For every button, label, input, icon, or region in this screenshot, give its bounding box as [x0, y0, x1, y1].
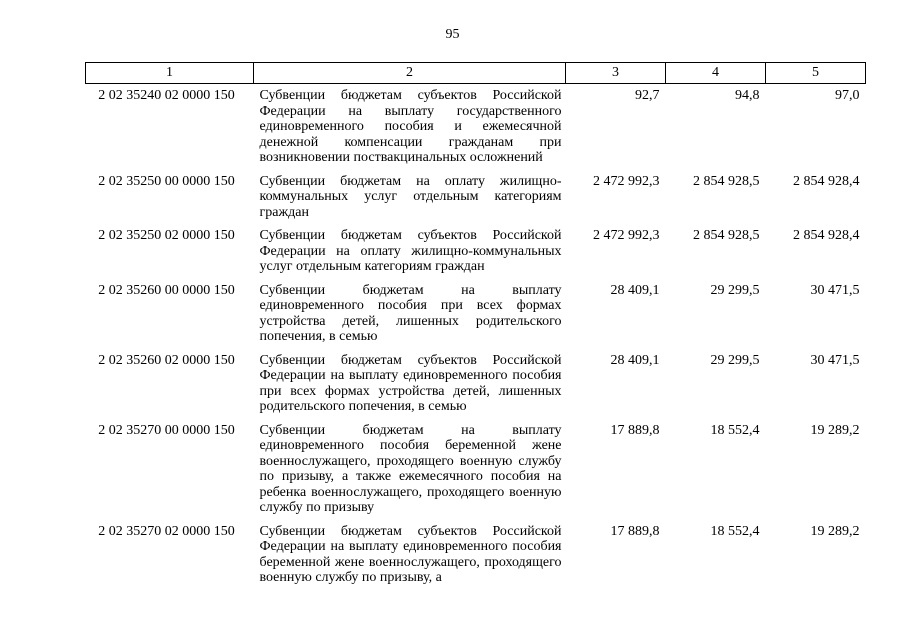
item-name-cell: Субвенции бюджетам на оплату жилищно-коммунальных услуг отдельным категориям граждан	[259, 173, 562, 220]
value-col5-cell: 97,0	[835, 88, 860, 103]
item-name-cell: Субвенции бюджетам на выплату единовременного пособия беременной жене военнослужащего, проходящего военную службу по призыву, а также ежемесячного пособия на ребенка военнослужащего, проходящего военную службу по призыву	[259, 422, 562, 515]
column-header-2: 2	[254, 63, 566, 84]
item-name-cell: Субвенции бюджетам субъектов Российской Федерации на выплату государственного единовременного пособия и ежемесячной денежной компенсации гражданам при возникновении поствакцинальных осложнений	[259, 88, 562, 165]
value-col3-cell: 92,7	[635, 88, 660, 103]
value-col3-cell: 28 409,1	[610, 282, 660, 298]
budget-code-cell: 2 02 35250 00 0000 150	[98, 173, 235, 189]
table-header	[86, 63, 866, 84]
table-row	[86, 84, 866, 174]
value-col5-cell: 19 289,2	[810, 523, 860, 539]
budget-code-cell: 2 02 35260 02 0000 150	[98, 352, 235, 368]
value-col4-cell: 18 552,4	[710, 422, 760, 438]
value-col3-cell: 2 472 992,3	[593, 228, 660, 243]
column-header-4: 4	[666, 63, 766, 84]
table-row	[86, 524, 866, 594]
value-col5-cell: 30 471,5	[810, 352, 860, 368]
column-header-5: 5	[766, 63, 866, 84]
value-col5-cell: 19 289,2	[810, 422, 860, 438]
column-header-1: 1	[86, 63, 254, 84]
value-col3-cell: 28 409,1	[610, 352, 660, 368]
table-row	[86, 423, 866, 524]
value-col3-cell: 2 472 992,3	[593, 173, 660, 189]
budget-code-cell: 2 02 35270 00 0000 150	[98, 422, 235, 438]
value-col4-cell: 18 552,4	[710, 523, 760, 539]
table-row	[86, 228, 866, 283]
table-row	[86, 174, 866, 229]
item-name-cell: Субвенции бюджетам субъектов Российской Федерации на выплату единовременного пособия при всех формах устройства детей, лишенных родительского попечения, в семью	[259, 352, 562, 414]
budget-code-cell: 2 02 35260 00 0000 150	[98, 282, 235, 298]
budget-code-cell: 2 02 35240 02 0000 150	[98, 88, 235, 103]
item-name-cell: Субвенции бюджетам на выплату единовременного пособия при всех формах устройства детей, лишенных родительского попечения, в семью	[259, 282, 562, 344]
value-col3-cell: 17 889,8	[610, 523, 660, 539]
item-name-cell: Субвенции бюджетам субъектов Российской Федерации на выплату единовременного пособия беременной жене военнослужащего, проходящего военную службу по призыву, а	[259, 523, 562, 585]
item-name-cell: Субвенции бюджетам субъектов Российской Федерации на оплату жилищно-коммунальных услуг отдельным категориям граждан	[259, 228, 562, 274]
table-row	[86, 283, 866, 353]
column-header-3: 3	[566, 63, 666, 84]
budget-code-cell: 2 02 35250 02 0000 150	[98, 228, 235, 243]
page-number: 95	[445, 27, 460, 42]
value-col5-cell: 30 471,5	[810, 282, 860, 298]
value-col4-cell: 29 299,5	[710, 352, 760, 368]
budget-table	[85, 62, 866, 594]
value-col4-cell: 94,8	[735, 88, 760, 103]
value-col4-cell: 2 854 928,5	[693, 228, 760, 243]
value-col5-cell: 2 854 928,4	[793, 173, 860, 189]
table-row	[86, 353, 866, 423]
value-col5-cell: 2 854 928,4	[793, 228, 860, 243]
table-body	[86, 84, 866, 594]
budget-code-cell: 2 02 35270 02 0000 150	[98, 523, 235, 539]
value-col4-cell: 29 299,5	[710, 282, 760, 298]
value-col4-cell: 2 854 928,5	[693, 173, 760, 189]
value-col3-cell: 17 889,8	[610, 422, 660, 438]
header-row	[86, 63, 866, 84]
